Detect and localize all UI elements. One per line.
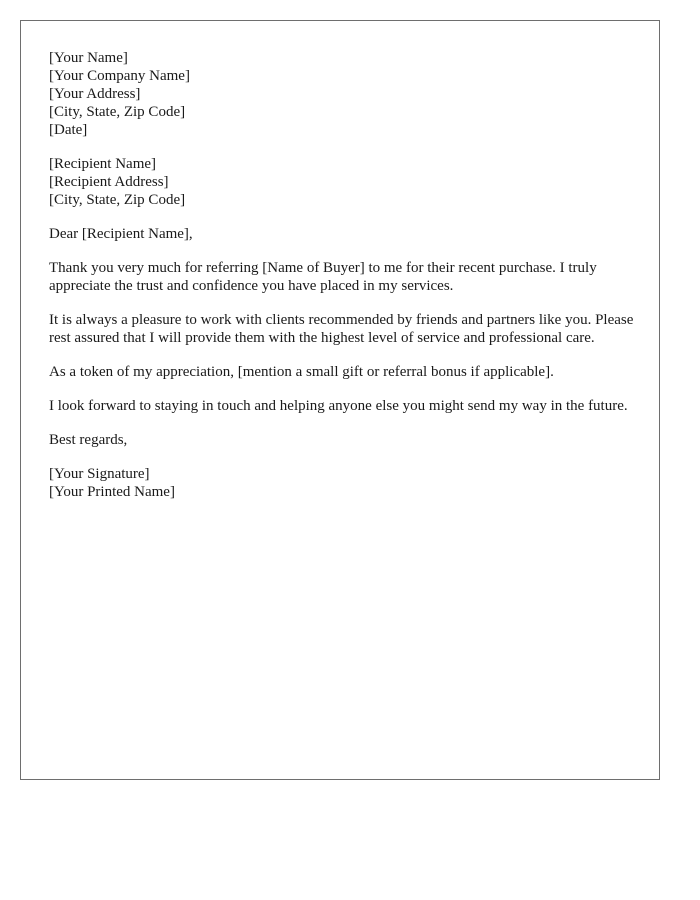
salutation: Dear [Recipient Name], bbox=[49, 226, 193, 242]
body-paragraph-pleasure: It is always a pleasure to work with clients recommended by friends and partners like you. Please rest assured that I will provide them with the highest level of service and professional care. bbox=[49, 312, 634, 346]
body-paragraph-thanks: Thank you very much for referring [Name of Buyer] to me for their recent purchase. I truly appreciate the trust and confidence you have placed in my services. bbox=[49, 260, 597, 294]
letter-content bbox=[49, 49, 634, 517]
sender-address: [Your Address] bbox=[49, 86, 141, 102]
signature-line: [Your Signature] bbox=[49, 466, 150, 482]
sender-company: [Your Company Name] bbox=[49, 68, 190, 84]
sender-city-state-zip: [City, State, Zip Code] bbox=[49, 104, 186, 120]
sender-block bbox=[49, 49, 634, 139]
sender-name: [Your Name] bbox=[49, 50, 128, 66]
signature-block bbox=[49, 465, 634, 501]
recipient-block bbox=[49, 155, 634, 209]
letter-date: [Date] bbox=[49, 122, 88, 138]
recipient-address: [Recipient Address] bbox=[49, 174, 169, 190]
body-paragraph-future: I look forward to staying in touch and helping anyone else you might send my way in the future. bbox=[49, 398, 628, 414]
recipient-city-state-zip: [City, State, Zip Code] bbox=[49, 192, 186, 208]
recipient-name: [Recipient Name] bbox=[49, 156, 157, 172]
printed-name: [Your Printed Name] bbox=[49, 484, 175, 500]
closing: Best regards, bbox=[49, 432, 128, 448]
body-paragraph-token: As a token of my appreciation, [mention a small gift or referral bonus if applicable]. bbox=[49, 364, 554, 380]
letter-page bbox=[20, 20, 660, 780]
